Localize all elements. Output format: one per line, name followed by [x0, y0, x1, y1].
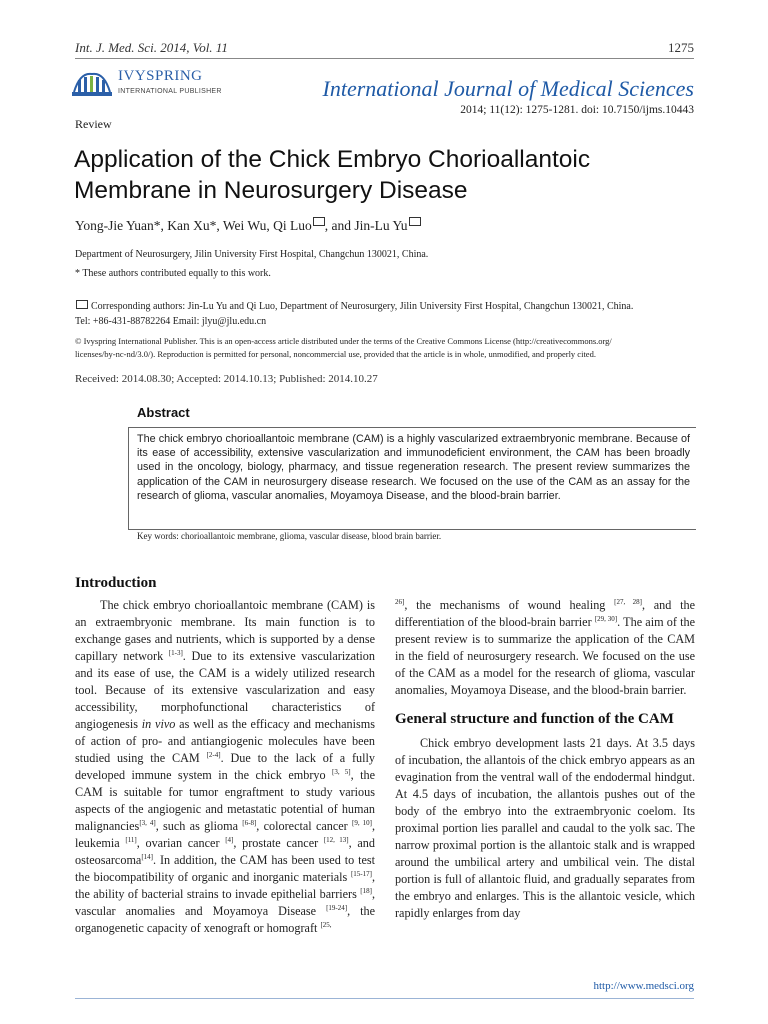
text-run: , and osteosarcoma [75, 836, 375, 867]
corresponding-authors [75, 299, 695, 329]
equal-contribution-note: * These authors contributed equally to this work. [75, 268, 271, 279]
text-run: , the organogenetic capacity of xenograft or homograft [75, 904, 376, 935]
citation-ref: [15-17] [350, 869, 372, 878]
citation-ref: [11] [125, 835, 137, 844]
text-run: , the ability of bacterial strains to invade epithelial barriers [75, 870, 375, 901]
license-notice [75, 335, 695, 361]
citation-ref: [29, 30] [594, 614, 618, 623]
citation-ref: [1-3] [168, 648, 183, 657]
general-structure-heading: General structure and function of the CAM [395, 711, 674, 727]
journal-website-link[interactable]: http://www.medsci.org [593, 980, 694, 992]
keywords: Key words: chorioallantoic membrane, glioma, vascular disease, blood brain barrier. [137, 531, 442, 541]
text-run: , vascular anomalies and Moyamoya Disease [75, 887, 375, 918]
corresponding-line-1: Corresponding authors: Jin-Lu Yu and Qi Luo, Department of Neurosurgery, Jilin University First Hospital, Changchun 130021, China. [91, 301, 634, 312]
publisher-name: IVYSPRING [118, 68, 203, 84]
citation-ref: [27, 28] [614, 597, 642, 606]
authors-text: Yong-Jie Yuan*, Kan Xu*, Wei Wu, Qi Luo [75, 218, 312, 233]
authors-tail: , and Jin-Lu Yu [324, 218, 408, 233]
introduction-paragraph [75, 597, 375, 937]
introduction-heading: Introduction [75, 575, 157, 591]
envelope-icon [76, 300, 88, 309]
publisher-subtitle: INTERNATIONAL PUBLISHER [118, 88, 222, 95]
citation-ref: 26] [395, 597, 405, 606]
body-column-left [75, 597, 375, 937]
text-run: , ovarian cancer [136, 836, 226, 850]
corresponding-line-2: Tel: +86-431-88782264 Email: jlyu@jlu.edu.cn [75, 316, 267, 327]
text-run: . In addition, the CAM has been used to test the biocompatibility of organic and inorganic materials [75, 853, 375, 884]
running-head-journal: Int. J. Med. Sci. 2014, Vol. 11 [75, 40, 228, 55]
italic-term: in vivo [141, 717, 176, 731]
body-column-right [395, 597, 695, 922]
text-run: , and the differentiation of the blood-brain barrier [395, 598, 695, 629]
text-run: . The aim of the present review is to summarize the application of the CAM in the field of neurosurgery research. We focused on the use of the CAM as a model for the research of glioma, vascular anomalies, Moyamoya Disease, and the blood-brain barrier. [395, 615, 695, 697]
text-run: as well as the efficacy and mechanisms of action of pro- and antiangiogenic molecules have been studied using the CAM [75, 717, 375, 765]
citation-ref: [2-4] [206, 750, 221, 759]
author-list [75, 218, 421, 234]
citation-ref: [4] [225, 835, 234, 844]
running-head-page-number: 1275 [668, 40, 694, 55]
citation-ref: [19-24] [326, 903, 348, 912]
section-label: Review [75, 117, 112, 131]
abstract-heading: Abstract [137, 405, 190, 420]
citation-ref: [3, 4] [139, 818, 156, 827]
envelope-icon [313, 217, 325, 226]
citation-ref: [6-8] [242, 818, 257, 827]
text-run: , prostate cancer [233, 836, 324, 850]
header-rule [75, 58, 694, 59]
journal-citation: 2014; 11(12): 1275-1281. doi: 10.7150/ijms.10443 [460, 104, 694, 116]
text-run: , the CAM is suitable for tumor engraftment to study various aspects of the angiogenic and metastatic potential of human malignancies [75, 768, 375, 833]
text-run: , leukemia [75, 819, 375, 850]
citation-ref: [25, [320, 920, 332, 929]
citation-ref: [3, 5] [332, 767, 351, 776]
affiliation: Department of Neurosurgery, Jilin University First Hospital, Changchun 130021, China. [75, 249, 429, 260]
license-line-2: licenses/by-nc-nd/3.0/). Reproduction is permitted for personal, noncommercial use, provided that the article is in whole, unmodified, and properly cited. [75, 349, 596, 359]
envelope-icon [409, 217, 421, 226]
general-structure-paragraph: Chick embryo development lasts 21 days. At 3.5 days of incubation, the allantois of the chick embryo appears as an evagination from the ventral wall of the endodermal hindgut. At 4.5 days of incubation, the allantois pushes out of the body of the embryo into the extraembryonic coelom. Its proximal portion lies parallel and caudal to the yolk sac. The narrow proximal portion is the allantoic stalk and is wrapped around the umbilical artery and umbilical vein. The distal portion is full of allantoic fluid, and gradually separates from the embryo and enlarges. This is the allantoic vesicle, which rapidly enlarges from day [395, 736, 695, 920]
text-run: . Due to its extensive vascularization and its ease of use, the CAM is a widely utilized research tool. Because of its extensive vascularization and easy accessibility, morphofunctional characteristics of angiogenesis [75, 649, 375, 731]
license-line-1: © Ivyspring International Publisher. This is an open-access article distributed under the terms of the Creative Commons License (http://creativecommons.org/ [75, 336, 612, 346]
abstract-text: The chick embryo chorioallantoic membrane (CAM) is a highly vascularized extraembryonic membrane. Because of its ease of accessibility, extensive vascularization and immunodeficient environment, the CAM has been broadly used in the oncology, biology, pharmacy, and tissue regeneration research. The present review summarizes the application of the CAM in neurosurgery disease research. We focused on the use of the CAM as an assay for the research of glioma, vascular anomalies, Moyamoya Disease, and the blood-brain barrier. [137, 433, 690, 502]
article-title: Application of the Chick Embryo Chorioallantoic Membrane in Neurosurgery Disease [74, 146, 591, 204]
footer-rule [75, 998, 694, 999]
citation-ref: [18] [360, 886, 372, 895]
text-run: , such as glioma [155, 819, 243, 833]
introduction-paragraph-continued [395, 597, 695, 699]
citation-ref: [9, 10] [352, 818, 372, 827]
citation-ref: [14] [141, 852, 154, 861]
citation-ref: [12, 13] [323, 835, 349, 844]
journal-title: International Journal of Medical Sciences [322, 76, 694, 101]
publication-dates: Received: 2014.08.30; Accepted: 2014.10.13; Published: 2014.10.27 [75, 373, 378, 385]
text-run: The chick embryo chorioallantoic membrane (CAM) is an extraembryonic membrane. Its main function is to exchange gases and nutrients, which is supported by a dense capillary network [75, 598, 375, 663]
ivyspring-logo-icon [70, 68, 114, 98]
text-run: . Due to the lack of a fully developed immune system in the chick embryo [75, 751, 375, 782]
text-run: , colorectal cancer [256, 819, 353, 833]
text-run: , the mechanisms of wound healing [404, 598, 615, 612]
